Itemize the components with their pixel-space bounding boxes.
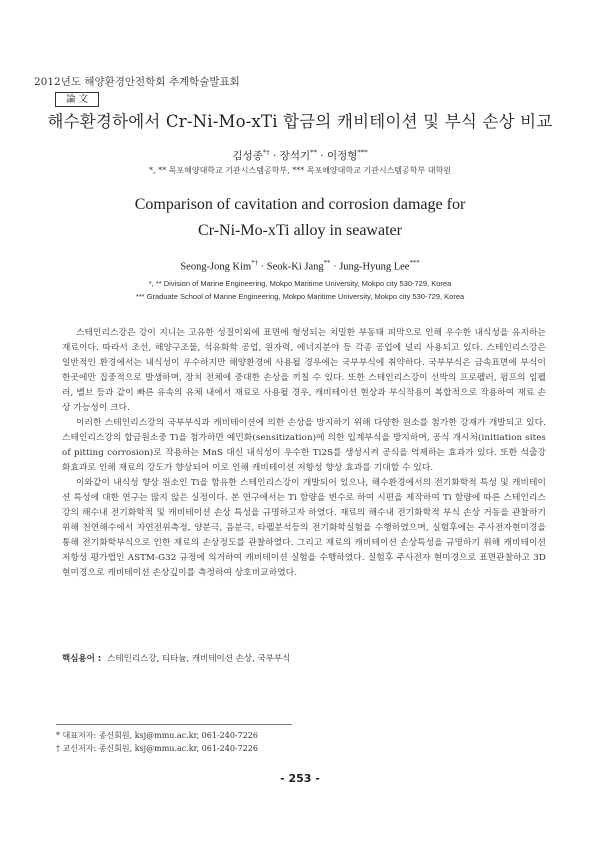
author-mark: ** [323, 260, 331, 267]
author-mark: *† [262, 148, 270, 157]
author-separator: · [330, 261, 340, 273]
footnote-text: 교신저자: 종신회원, ksj@mmu.ac.kr, 061-240-7226 [62, 744, 258, 753]
author-name: 장석기 [279, 150, 311, 162]
author-name: 이정형 [326, 150, 358, 162]
english-affiliation-1: *, ** Division of Marine Engineering, Mokpo Maritime University, Mokpo city 530-729, Korea [148, 279, 452, 288]
author-separator: · [258, 261, 267, 273]
page-number: - 253 - [280, 772, 320, 785]
author-mark: *** [357, 148, 368, 157]
footnote-text: 대표저자: 종신회원, ksj@mmu.ac.kr, 061-240-7226 [62, 731, 258, 740]
english-authors [0, 260, 600, 273]
author-mark: ** [310, 148, 317, 157]
english-title-line2: Cr-Ni-Mo-xTi alloy in seawater [198, 222, 402, 239]
author-separator: · [316, 150, 327, 162]
author-name: Jung-Hyung Lee [339, 261, 410, 273]
korean-authors [0, 148, 600, 163]
article-type-badge: 論 文 [55, 92, 99, 107]
author-name: 김성종 [232, 150, 263, 162]
keywords-text: 스테인리스강, 티타늄, 캐비테이션 손상, 국부부식 [107, 654, 291, 664]
author-mark: *† [251, 260, 258, 267]
korean-affiliation: *, ** 목포해양대학교 기관시스템공학부, *** 목포해양대학교 기관시스템공학부 대학원 [149, 166, 451, 175]
author-separator: · [269, 150, 280, 162]
conference-header: 2012년도 해양환경안전학회 추계학술발표회 [34, 76, 240, 88]
keywords [62, 652, 546, 664]
english-title-line1: Comparison of cavitation and corrosion damage for [134, 196, 466, 213]
abstract-paragraph: 이와같이 내식성 향상 원소인 Ti을 함유한 스테인리스강이 개발되어 있으나, 해수환경에서의 전기화학적 특성 및 캐비테이션 특성에 대한 연구는 많지 않은 실정이다. 본 연구에서는 Ti 함량을 변수로 하여 시편을 제작하여 Ti 함량에 따른 스테인리스강의 해수내 전기화학적 및 캐비테이션 손상 특성을 규명하고자 하였다. 재료의 해수내 전기화학적 부식 손상 거동을 관찰하기 위해 천연해수에서 자연전위측정, 양분극, 음분극, 타펠분석등의 전기화학실험을 수행하였으며, 실험후에는 주사전자현미경을 통해 전기화학부식으로 인한 재료의 손상정도를 관찰하였다. 그리고 재료의 캐비테이션 손상특성을 규명하기 위해 캐비테이션 저항성 평가법인 ASTM-G32 규정에 의거하여 캐비테이션 실험을 수행하였다. 실험후 주사전자 현미경으로 표면관찰하고 3D현미경으로 캐비테이션 손상깊이를 측정하여 상호비교하였다. [62, 478, 546, 578]
english-affiliation-2: *** Graduate School of Marine Engineering, Mokpo Maritime University, Mokpo city 530-729, Korea [135, 292, 465, 301]
footnote-mark: † [56, 744, 60, 753]
author-mark: *** [409, 260, 420, 267]
author-name: Seok-Ki Jang [266, 261, 324, 273]
author-name: Seong-Jong Kim [180, 261, 252, 273]
abstract-paragraph: 스테인리스강은 강이 지니는 고유한 성질이외에 표면에 형성되는 치밀한 부동태 피막으로 인해 우수한 내식성을 유지하는 재료이다. 따라서 조선, 해양구조물, 석유화학 공업, 원자력, 에너지분야 등 각종 공업에 널리 사용되고 있다. 스테인리스강은 일반적인 환경에서는 내식성이 우수하지만 해양환경에 사용될 경우에는 국부부식에 취약하다. 국부부식은 금속표면에 부식이 한곳에만 집중적으로 발생하며, 장치 전체에 중대한 손상을 끼칠 수 있다. 또한 스테인리스강이 선박의 프로펠러, 펌프의 임펠러, 밸브 등과 같이 빠른 유속의 유체 내에서 재료로 사용될 경우, 캐비테이션 현상과 부식작용이 복합적으로 작용하여 재료 손상 가능성이 크다. [62, 328, 546, 413]
abstract [62, 326, 546, 581]
footnote-corresponding [56, 730, 258, 741]
abstract-paragraph: 이러한 스테인리스강의 국부부식과 캐비테이션에 의한 손상을 방지하기 위해 다양한 원소를 첨가한 강재가 개발되고 있다. 스테인리스강의 합금원소중 Ti을 첨가하면 예민화(sensitization)에 의한 입계부식을 방지하며, 공식 개시처(initiation sites of pitting corrosion)로 작용하는 MnS 대신 내식성이 우수한 Ti2S를 생성시켜 공식을 억제하는 효과가 있다. 또한 석출강화효과로 인해 재료의 강도가 향상되어 이로 인해 캐비테이션 저항성 향상 효과를 기대할 수 있다. [62, 418, 546, 473]
footnote-correspondence [56, 743, 258, 754]
korean-title: 해수환경하에서 Cr-Ni-Mo-xTi 합금의 캐비테이션 및 부식 손상 비교 [47, 112, 553, 131]
keywords-label: 핵심용어 : [62, 654, 102, 664]
footnote-divider [56, 724, 292, 725]
footnote-mark: * [56, 731, 60, 740]
